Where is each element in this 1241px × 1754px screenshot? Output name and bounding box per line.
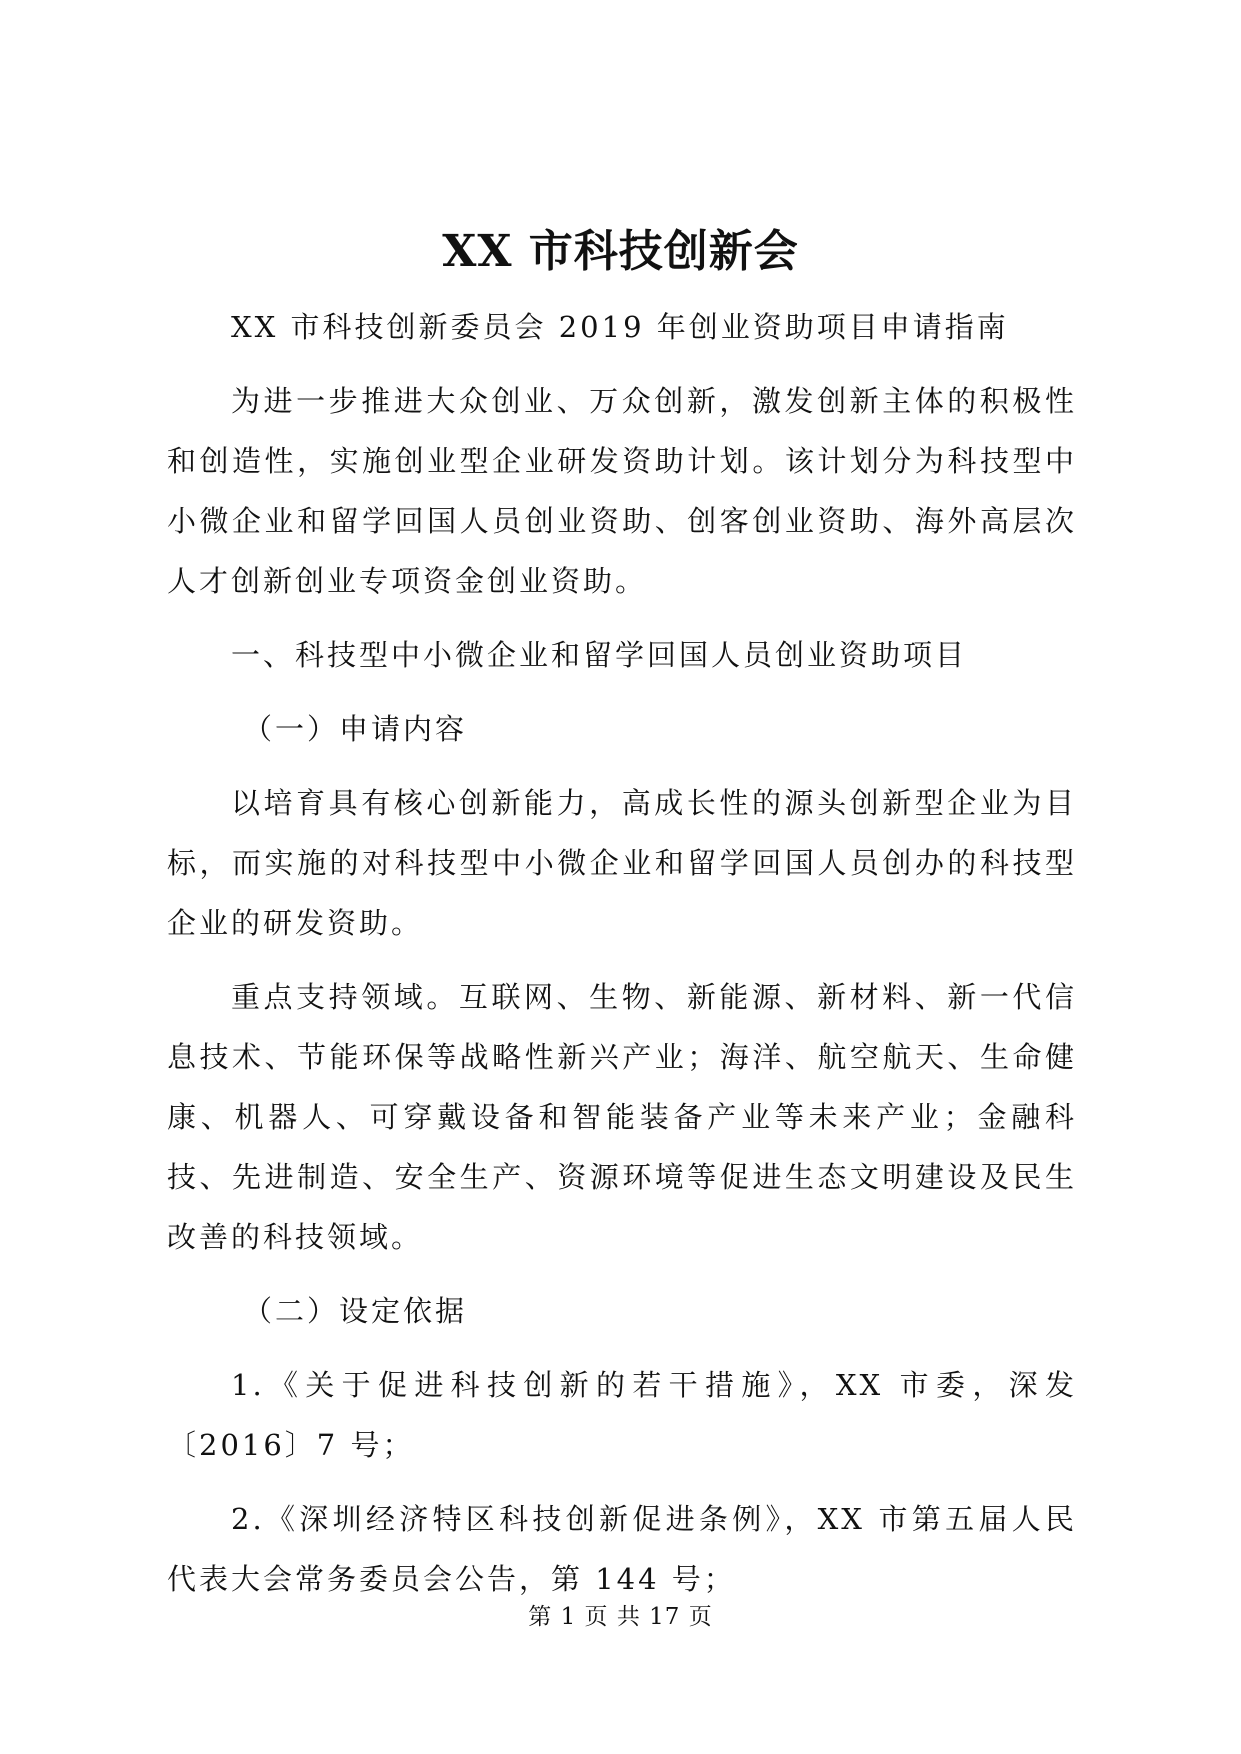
document-body: [167, 297, 1077, 1623]
subsection-heading-1: （一）申请内容: [243, 712, 468, 746]
list-item-basis-2: 2.《深圳经济特区科技创新促进条例》，XX 市第五届人民代表大会常务委员会公告，第 144 号；: [167, 1502, 1077, 1596]
paragraph-subtitle: XX 市科技创新委员会 2019 年创业资助项目申请指南: [231, 310, 1009, 344]
section-heading-1: 一、科技型中小微企业和留学回国人员创业资助项目: [231, 638, 968, 672]
document-title: XX 市科技创新会: [442, 226, 799, 277]
list-item-basis-1: 1.《关于促进科技创新的若干措施》，XX 市委，深发〔2016〕7 号；: [167, 1368, 1077, 1462]
paragraph-support-areas: 重点支持领域。互联网、生物、新能源、新材料、新一代信息技术、节能环保等战略性新兴产业；海洋、航空航天、生命健康、机器人、可穿戴设备和智能装备产业等未来产业；金融科技、先进制造、安全生产、资源环境等促进生态文明建设及民生改善的科技领域。: [167, 980, 1077, 1254]
subsection-heading-2: （二）设定依据: [243, 1294, 468, 1328]
paragraph-content: 以培育具有核心创新能力，高成长性的源头创新型企业为目标，而实施的对科技型中小微企业和留学回国人员创办的科技型企业的研发资助。: [167, 786, 1077, 940]
paragraph-intro: 为进一步推进大众创业、万众创新，激发创新主体的积极性和创造性，实施创业型企业研发资助计划。该计划分为科技型中小微企业和留学回国人员创业资助、创客创业资助、海外高层次人才创新创业专项资金创业资助。: [167, 384, 1077, 598]
page-number-footer: 第 1 页 共 17 页: [528, 1604, 713, 1630]
